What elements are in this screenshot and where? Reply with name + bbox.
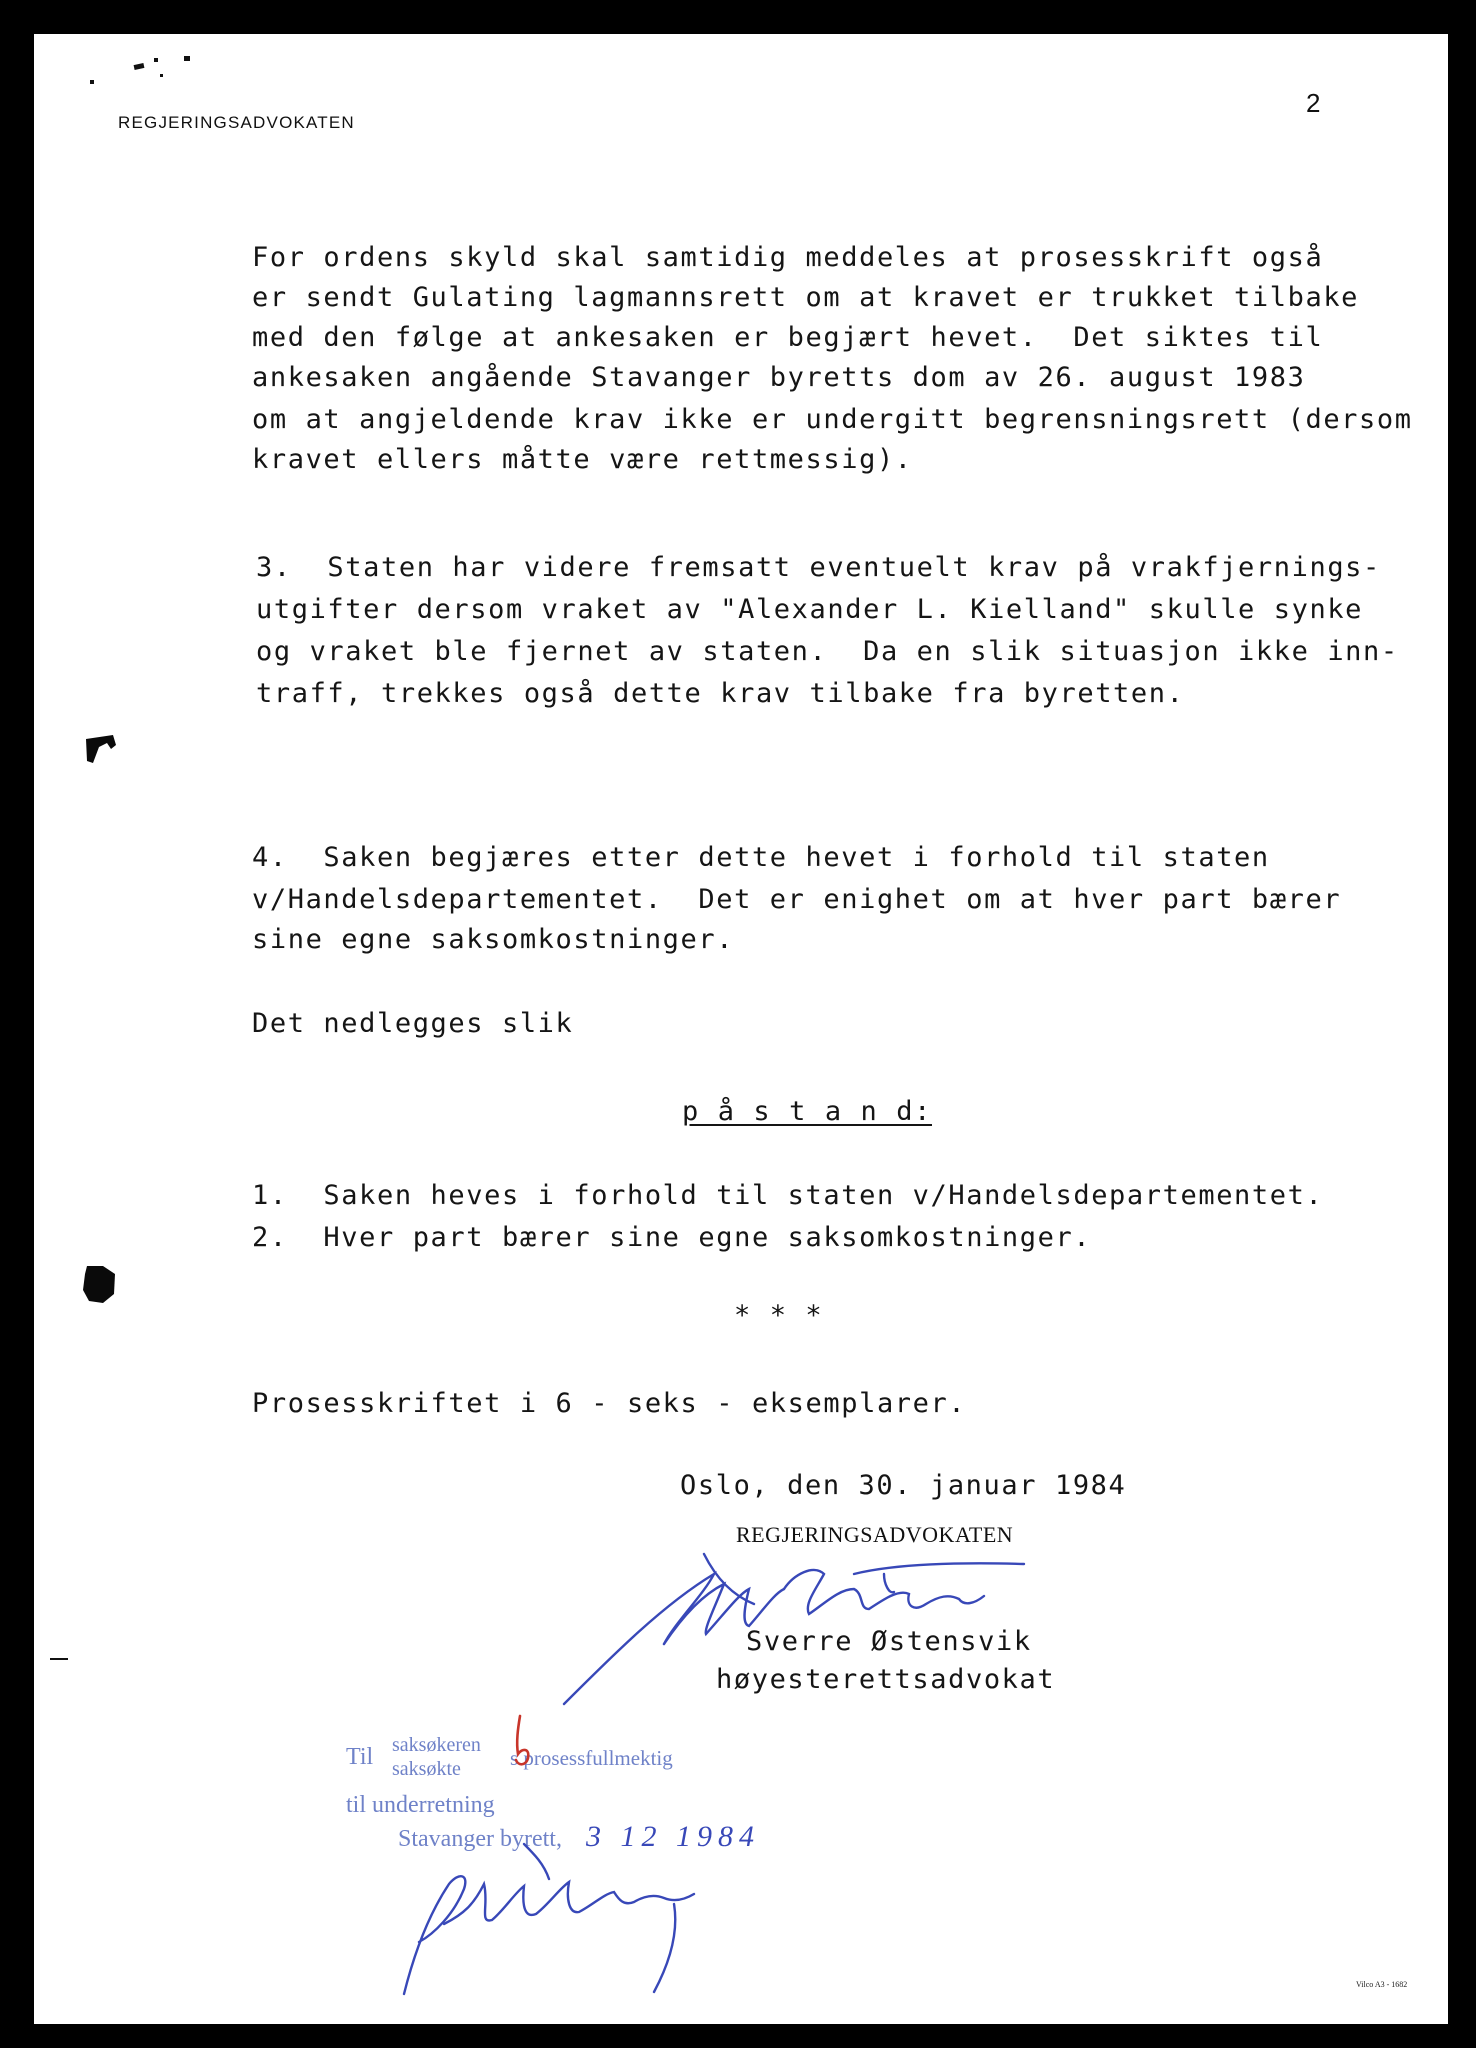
text-line: ankesaken angående Stavanger byretts dom av 26. august 1983: [252, 362, 1306, 393]
text-line: 3. Staten har videre fremsatt eventuelt krav på vrakfjernings-: [256, 552, 1381, 583]
stamp-notice: til underretning: [346, 1792, 495, 1818]
text-line: med den følge at ankesaken er begjært hevet. Det siktes til: [252, 322, 1324, 353]
text-line: traff, trekkes også dette krav tilbake fra byretten.: [256, 678, 1185, 709]
stamp-plaintiff: saksøkeren: [392, 1734, 481, 1756]
text-line: 4. Saken begjæres etter dette hevet i forhold til staten: [252, 842, 1270, 873]
text-line: kravet ellers måtte være rettmessig).: [252, 444, 913, 475]
separator-stars: * * *: [734, 1300, 824, 1331]
page-number: 2: [1306, 88, 1321, 118]
signature-scribble: [554, 1534, 1114, 1714]
signer-title: høyesterettsadvokat: [716, 1664, 1056, 1695]
text-line: utgifter dersom vraket av "Alexander L. Kielland" skulle synke: [256, 594, 1364, 625]
stamp-signature-scribble: [374, 1824, 754, 2004]
copies-note: Prosesskriftet i 6 - seks - eksemplarer.: [252, 1388, 967, 1419]
text-line: v/Handelsdepartementet. Det er enighet om at hver part bærer: [252, 884, 1342, 915]
text-line: For ordens skyld skal samtidig meddeles at prosesskrift også: [252, 242, 1324, 273]
text-line: om at angjeldende krav ikke er undergitt begrensningsrett (dersom: [252, 404, 1413, 435]
header-organization: REGJERINGSADVOKATEN: [118, 113, 355, 132]
scan-speck: [50, 1658, 68, 1660]
text-line: og vraket ble fjernet av staten. Da en slik situasjon ikke inn-: [256, 636, 1399, 667]
punch-hole-mark: [81, 1264, 117, 1304]
place-date: Oslo, den 30. januar 1984: [680, 1470, 1127, 1501]
stamp-date: 3 12 1984: [586, 1820, 760, 1853]
stamp-court: Stavanger byrett,: [398, 1826, 562, 1852]
text-line: sine egne saksomkostninger.: [252, 924, 735, 955]
closing-organization: REGJERINGSADVOKATEN: [736, 1522, 1014, 1547]
scan-speck: [90, 80, 94, 84]
print-mark: Vilco A3 - 1682: [1356, 1980, 1408, 1989]
scan-speck: [184, 56, 190, 61]
signer-name: Sverre Østensvik: [746, 1626, 1032, 1657]
claim-item: 2. Hver part bærer sine egne saksomkostninger.: [252, 1222, 1092, 1253]
stamp-til: Til: [346, 1744, 374, 1770]
intro-line: Det nedlegges slik: [252, 1008, 574, 1039]
stamp-defendant: saksøkte: [392, 1758, 461, 1780]
scan-speck: [134, 63, 145, 70]
correction-mark: [508, 1714, 538, 1770]
claim-heading: p å s t a n d:: [682, 1096, 932, 1127]
scan-speck: [160, 74, 163, 77]
text-line: er sendt Gulating lagmannsrett om at kravet er trukket tilbake: [252, 282, 1360, 313]
claim-item: 1. Saken heves i forhold til staten v/Handelsdepartementet.: [252, 1180, 1324, 1211]
scan-speck: [154, 58, 158, 62]
document-page: [34, 34, 1448, 2024]
punch-hole-mark: [83, 733, 117, 767]
stamp-counsel: s prosessfullmektig: [510, 1746, 673, 1770]
